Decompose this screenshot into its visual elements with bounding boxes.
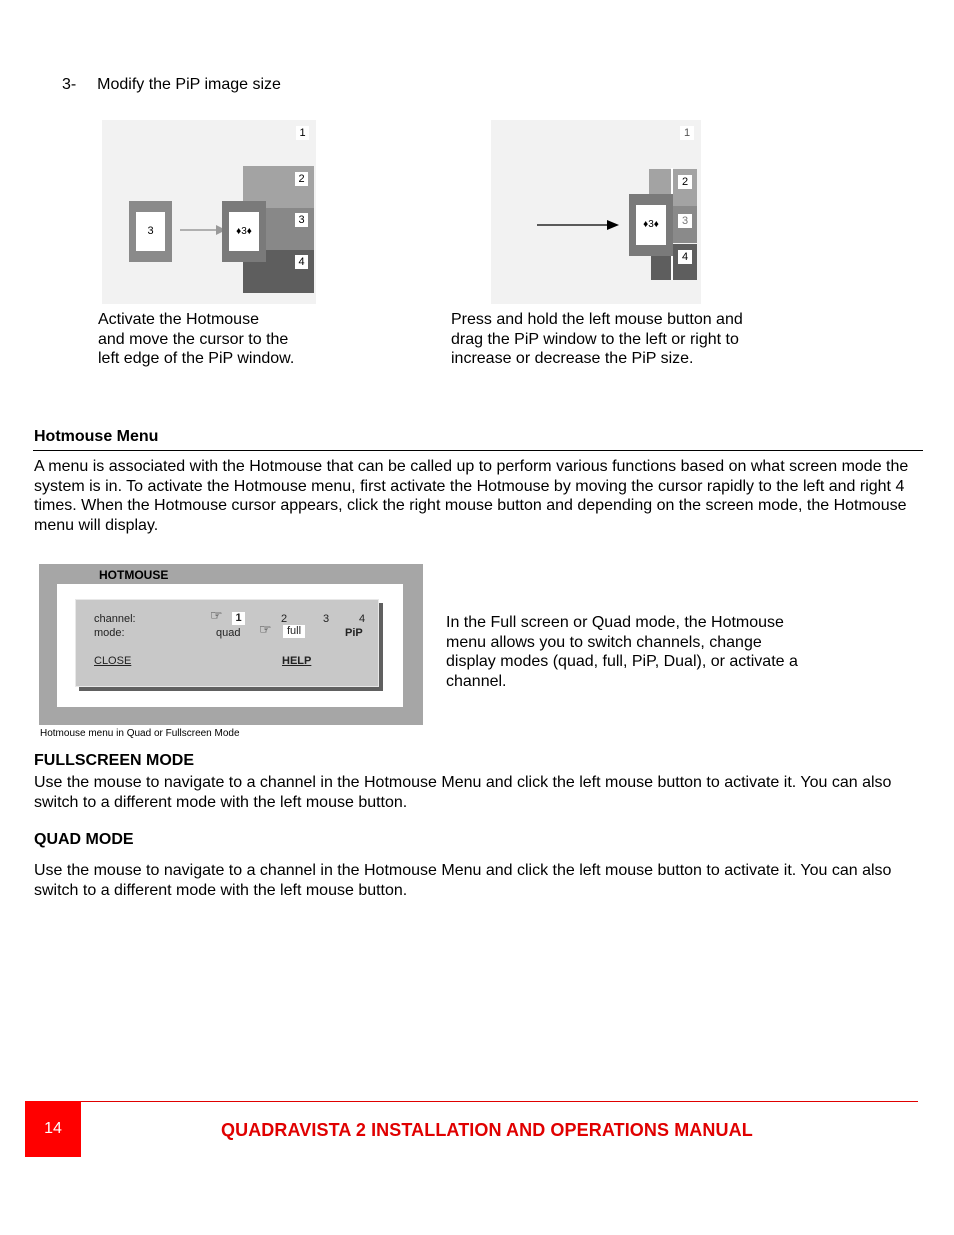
mode-full-option[interactable]: full bbox=[283, 625, 305, 638]
arrow-right-icon bbox=[537, 219, 619, 231]
section-divider bbox=[33, 450, 923, 451]
quadrant-3-label: 3 bbox=[295, 213, 308, 227]
quadrant-4-label: 4 bbox=[295, 255, 308, 269]
footer-rule bbox=[80, 1101, 918, 1102]
quadrant-1-label: 1 bbox=[296, 126, 309, 140]
side-text-line: channel. bbox=[446, 672, 507, 690]
side-text-line: menu allows you to switch channels, change bbox=[446, 633, 762, 651]
quadrant-2-label: 2 bbox=[678, 175, 692, 189]
pointer-hand-icon: ☞ bbox=[210, 608, 223, 624]
pip-label: ♦3♦ bbox=[636, 205, 666, 245]
step-number: 3- bbox=[62, 76, 77, 93]
close-button[interactable]: CLOSE bbox=[94, 655, 132, 667]
caption-line: Activate the Hotmouse bbox=[98, 311, 259, 328]
figure-right bbox=[491, 120, 701, 304]
hotmouse-white-frame bbox=[57, 584, 403, 707]
pointer-hand-icon: ☞ bbox=[259, 622, 272, 638]
arrow-right-icon bbox=[180, 224, 226, 236]
section-paragraph: A menu is associated with the Hotmouse that can be called up to perform various functions based on what screen mode the system is in. To activate the Hotmouse menu, first activate the Hotmouse by moving the cursor rapidly to the left and right 4 times. When the Hotmouse cursor appears, click the right mouse button and depending on the screen mode, the Hotmouse menu will display. bbox=[34, 458, 909, 534]
channel-1-option[interactable]: 1 bbox=[232, 612, 245, 625]
mode-pip-option[interactable]: PiP bbox=[345, 627, 363, 639]
fullscreen-mode-paragraph: Use the mouse to navigate to a channel in the Hotmouse Menu and click the left mouse button to activate it. You can also switch to a different mode with the left mouse button. bbox=[34, 774, 892, 811]
quad-mode-paragraph: Use the mouse to navigate to a channel in the Hotmouse Menu and click the left mouse button to activate it. You can also switch to a different mode with the left mouse button. bbox=[34, 862, 892, 899]
channel-4-option[interactable]: 4 bbox=[359, 613, 366, 625]
help-button[interactable]: HELP bbox=[282, 655, 312, 667]
caption-line: increase or decrease the PiP size. bbox=[451, 350, 694, 368]
caption-line: Press and hold the left mouse button and bbox=[451, 311, 743, 328]
footer-title: QUADRAVISTA 2 INSTALLATION AND OPERATIONS MANUAL bbox=[221, 1120, 753, 1140]
side-text-line: In the Full screen or Quad mode, the Hotmouse bbox=[446, 614, 784, 631]
figure-left bbox=[102, 120, 316, 304]
hotmouse-menu-caption: Hotmouse menu in Quad or Fullscreen Mode bbox=[40, 728, 240, 739]
pip-moved-label: ♦3♦ bbox=[229, 212, 259, 251]
caption-line: left edge of the PiP window. bbox=[98, 350, 295, 368]
page-number-box bbox=[25, 1101, 81, 1157]
caption-line: and move the cursor to the bbox=[98, 330, 289, 348]
channel-3-option[interactable]: 3 bbox=[323, 613, 330, 625]
pip-original-label: 3 bbox=[136, 212, 165, 251]
page-number: 14 bbox=[44, 1120, 62, 1137]
figure-left-caption bbox=[98, 310, 338, 369]
figure-right-caption bbox=[451, 310, 791, 369]
channel-2-option[interactable]: 2 bbox=[281, 613, 288, 625]
mode-quad-option[interactable]: quad bbox=[216, 627, 241, 639]
quadrant-3-label: 3 bbox=[678, 214, 692, 228]
side-text-line: display modes (quad, full, PiP, Dual), or activate a bbox=[446, 653, 798, 671]
step-line bbox=[62, 76, 281, 94]
caption-line: drag the PiP window to the left or right to bbox=[451, 330, 739, 348]
quad-mode-heading: QUAD MODE bbox=[34, 831, 134, 848]
step-text: Modify the PiP image size bbox=[97, 76, 281, 93]
mode-label: mode: bbox=[94, 627, 125, 639]
quadrant-2-label: 2 bbox=[295, 172, 308, 186]
hotmouse-panel bbox=[75, 599, 379, 687]
section-heading: Hotmouse Menu bbox=[34, 428, 159, 445]
quadrant-1-label: 1 bbox=[680, 126, 694, 140]
fullscreen-mode-heading: FULLSCREEN MODE bbox=[34, 752, 194, 769]
hotmouse-menu-figure bbox=[39, 564, 423, 725]
hotmouse-title: HOTMOUSE bbox=[99, 568, 169, 582]
hotmouse-side-text bbox=[446, 613, 846, 691]
quadrant-4-label: 4 bbox=[678, 250, 692, 264]
channel-label: channel: bbox=[94, 613, 136, 625]
